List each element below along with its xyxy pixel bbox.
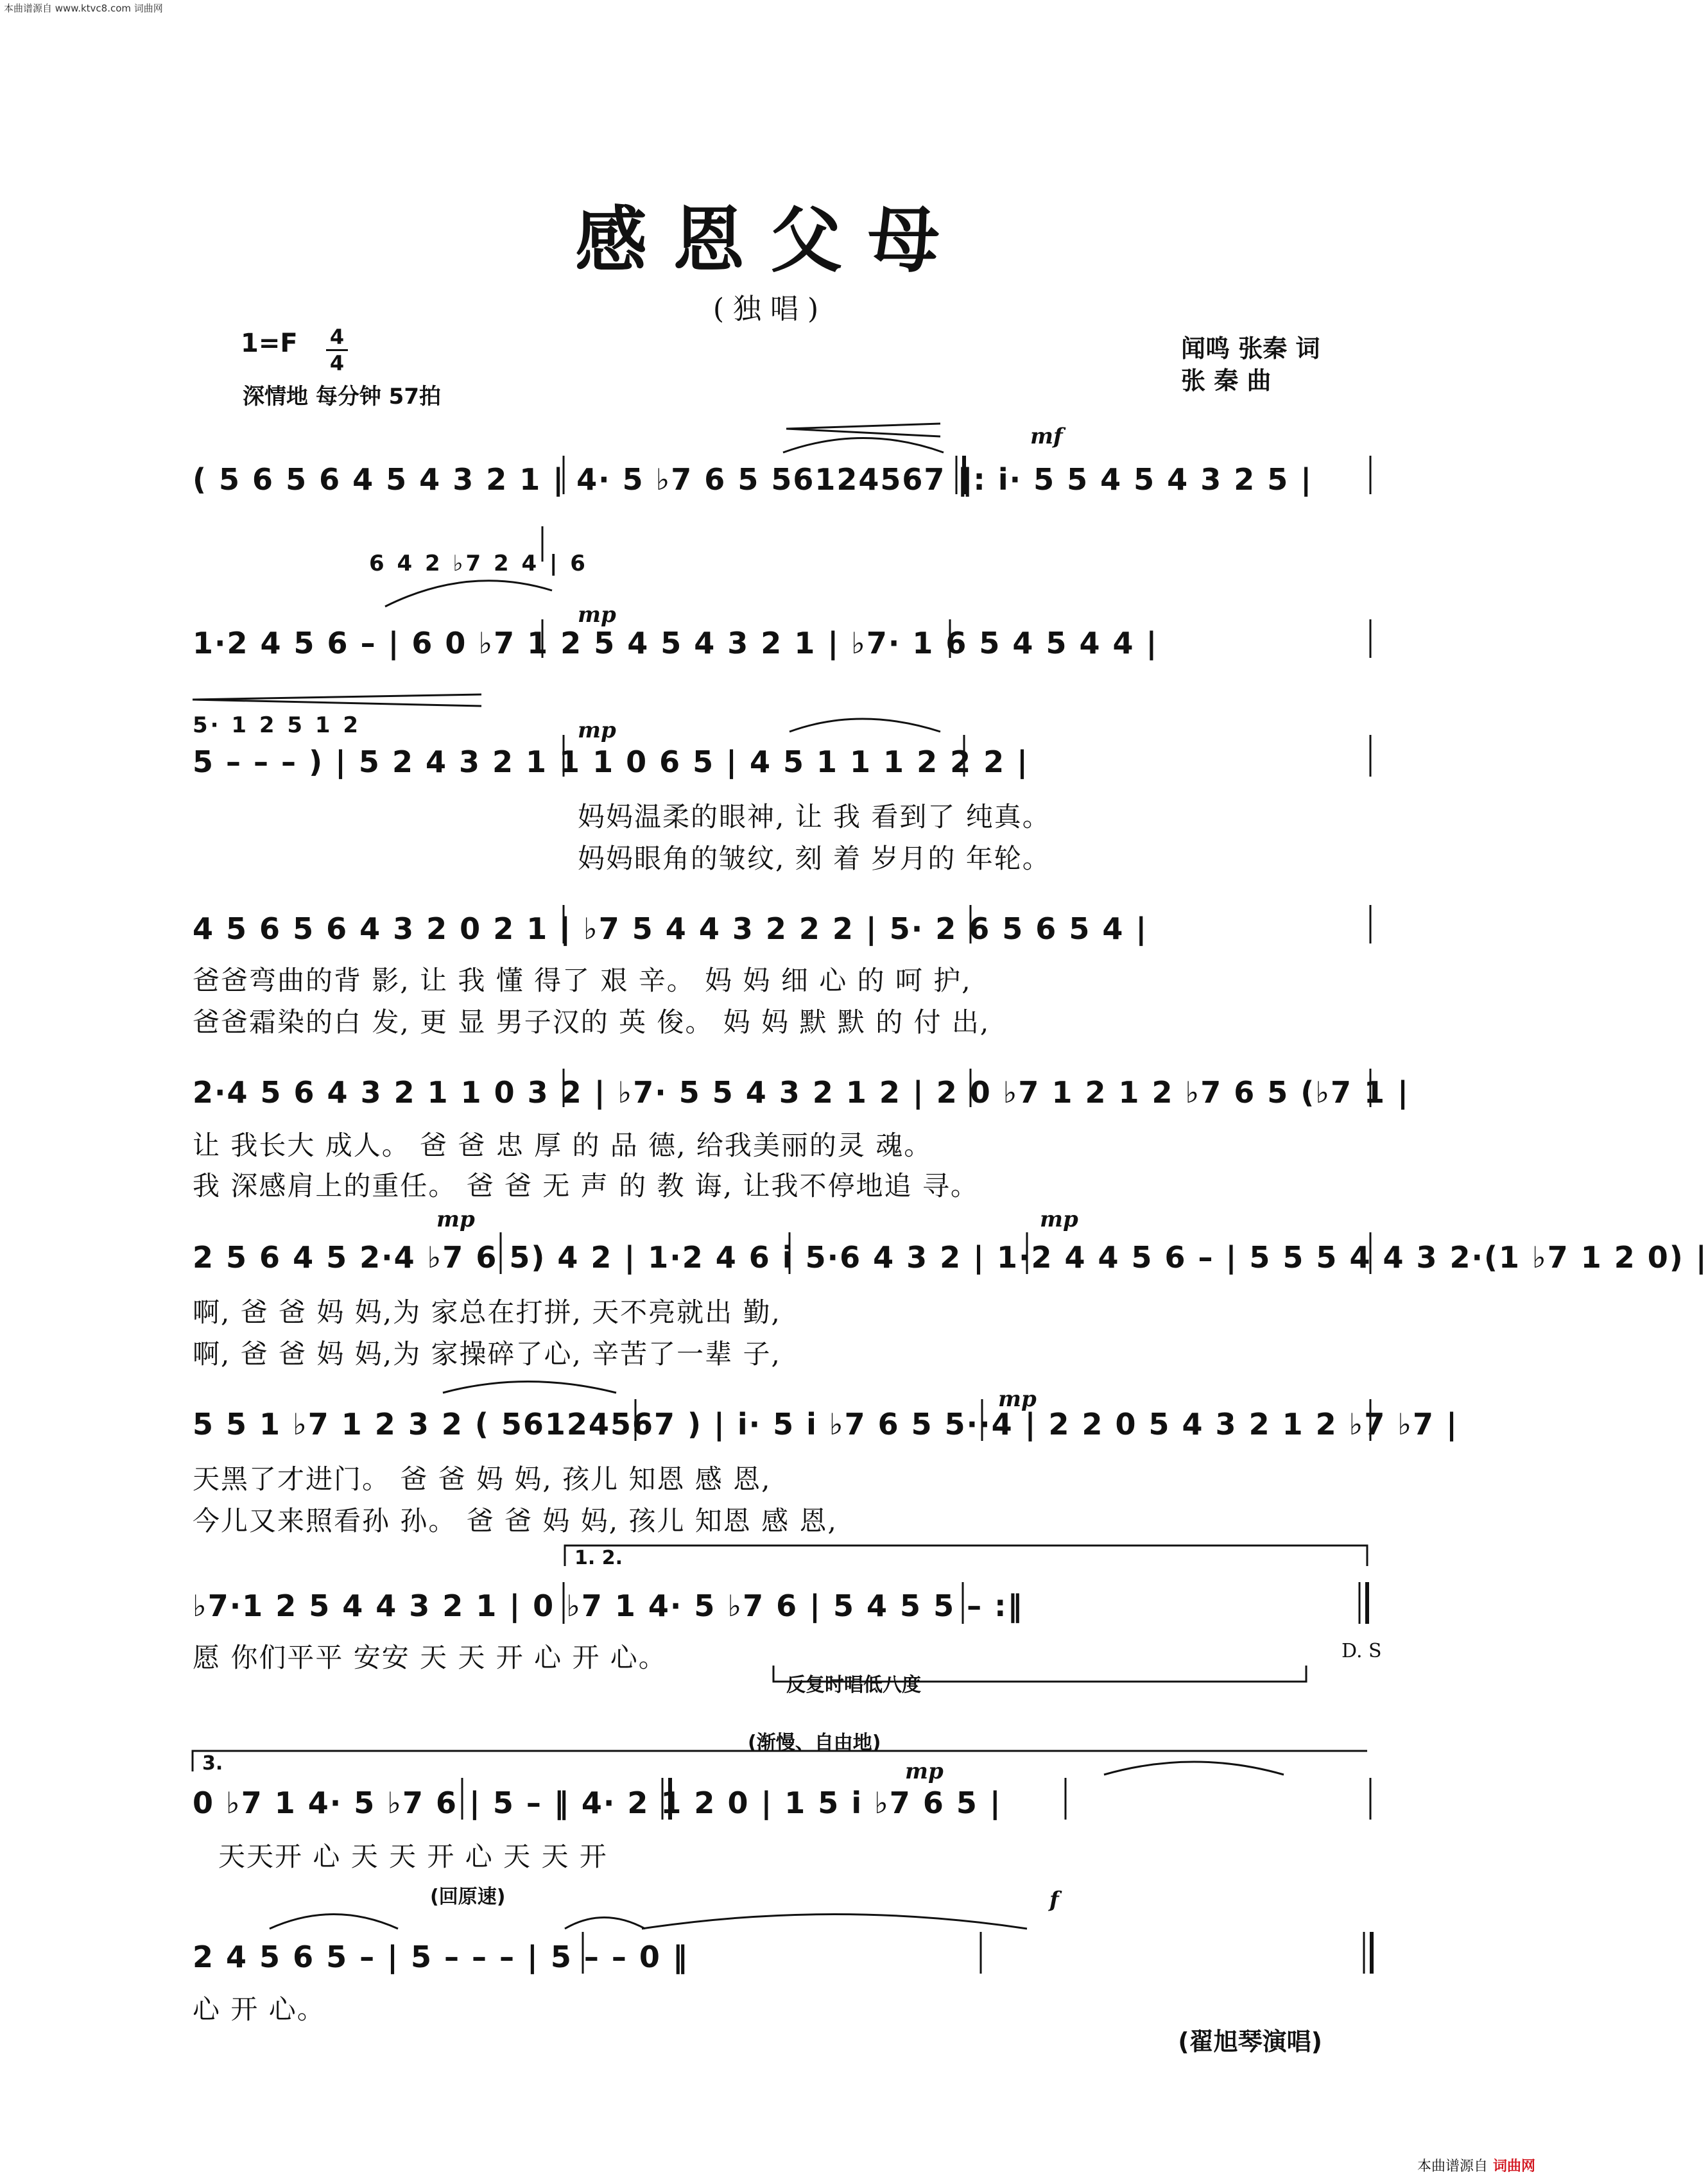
lyric-line-10: 心 开 心。 xyxy=(193,1994,325,2025)
tempo-marking: 深情地 每分钟 57拍 xyxy=(243,384,441,409)
lyric-line-6-verse-1: 啊, 爸 爸 妈 妈,为 家总在打拼, 天不亮就出 勤, xyxy=(193,1296,781,1328)
site-watermark-top: 本曲谱源自 www.ktvc8.com 词曲网 xyxy=(4,3,163,14)
lyric-line-5-verse-2: 我 深感肩上的重任。 爸 爸 无 声 的 教 诲, 让我不停地追 寻。 xyxy=(193,1170,979,1201)
time-signature-bottom: 4 xyxy=(326,349,348,375)
site-watermark-bottom xyxy=(1417,2155,1535,2175)
lyric-line-4-verse-1: 爸爸弯曲的背 影, 让 我 懂 得了 艰 辛。 妈 妈 细 心 的 呵 护, xyxy=(193,965,972,996)
volta-1-2: 1. 2. xyxy=(574,1547,623,1569)
score-line-3-small: 5· 1 2 5 1 2 xyxy=(193,712,361,738)
score-line-1: ( 5 6 5 6 4 5 4 3 2 1 | 4· 5 ♭7 6 5 56124567 ‖: i· 5 5 4 5 4 3 2 5 | xyxy=(193,462,1313,497)
dynamic-f: f xyxy=(1049,1887,1059,1913)
song-subtitle: (独唱) xyxy=(712,293,828,325)
dynamic-mp-line6a: mp xyxy=(436,1207,475,1232)
tempo-change-a-tempo: (回原速) xyxy=(430,1886,506,1908)
volta-3: 3. xyxy=(202,1752,223,1775)
lyric-line-6-verse-2: 啊, 爸 爸 妈 妈,为 家操碎了心, 辛苦了一辈 子, xyxy=(193,1338,781,1370)
score-line-8: ♭7·1 2 5 4 4 3 2 1 | 0 ♭7 1 4· 5 ♭7 6 | 5 4 5 5 – :‖ xyxy=(193,1589,1024,1623)
dal-segno: D. S xyxy=(1341,1640,1382,1662)
dynamic-mp-line9: mp xyxy=(905,1759,944,1784)
lyricist-credit: 闻鸣 张秦 词 xyxy=(1181,334,1320,363)
score-line-4: 4 5 6 5 6 4 3 2 0 2 1 | ♭7 5 4 4 3 2 2 2 | 5· 2 6 5 6 5 4 | xyxy=(193,911,1148,946)
score-line-3: 5 – – – ) | 5 2 4 3 2 1 1 1 0 6 5 | 4 5 1 1 1 2 2 2 | xyxy=(193,745,1029,779)
score-line-7: 5 5 1 ♭7 1 2 3 2 ( 56124567 ) | i· 5 i ♭7 6 5 5··4 | 2 2 0 5 4 3 2 1 2 ♭7 ♭7 | xyxy=(193,1407,1458,1442)
time-signature-top: 4 xyxy=(329,325,345,349)
lyric-line-8: 愿 你们平平 安安 天 天 开 心 开 心。 xyxy=(193,1642,667,1673)
key-signature: 1=F xyxy=(241,329,298,358)
dynamic-mp-line3: mp xyxy=(578,718,616,743)
score-line-2-small: 6 4 2 ♭7 2 4 | 6 xyxy=(369,551,588,576)
lyric-line-7-verse-2: 今儿又来照看孙 孙。 爸 爸 妈 妈, 孩儿 知恩 感 恩, xyxy=(193,1505,838,1537)
performer-credit: (翟旭琴演唱) xyxy=(1178,2028,1322,2056)
site-brand-logo: 词曲网 xyxy=(1492,2158,1535,2175)
score-line-2: 1·2 4 5 6 – | 6 0 ♭7 1 2 5 4 5 4 3 2 1 | ♭7· 1 6 5 4 5 4 4 | xyxy=(193,626,1159,660)
composer-credit: 张 秦 曲 xyxy=(1181,366,1272,395)
repeat-note: 反复时唱低八度 xyxy=(786,1674,921,1696)
lyric-line-7-verse-1: 天黑了才进门。 爸 爸 妈 妈, 孩儿 知恩 感 恩, xyxy=(193,1463,772,1495)
lyric-line-4-verse-2: 爸爸霜染的白 发, 更 显 男子汉的 英 俊。 妈 妈 默 默 的 付 出, xyxy=(193,1006,990,1038)
dynamic-mp-line6b: mp xyxy=(1040,1207,1078,1232)
lyric-line-9: 天天开 心 天 天 开 心 天 天 开 xyxy=(218,1841,608,1872)
lyric-line-5-verse-1: 让 我长大 成人。 爸 爸 忠 厚 的 品 德, 给我美丽的灵 魂。 xyxy=(193,1130,933,1161)
tempo-change-rit: (渐慢、自由地) xyxy=(748,1732,881,1754)
score-line-9: 0 ♭7 1 4· 5 ♭7 6 | 5 – ‖ 4· 2 1 2 0 | 1 5 i ♭7 6 5 | xyxy=(193,1786,1002,1820)
dynamic-mp-line7: mp xyxy=(998,1386,1037,1412)
lyric-line-3-verse-2: 妈妈眼角的皱纹, 刻 着 岁月的 年轮。 xyxy=(578,843,1051,874)
site-source-text: 本曲谱源自 xyxy=(1417,2158,1488,2175)
song-title: 感恩父母 xyxy=(575,198,965,282)
lyric-line-3-verse-1: 妈妈温柔的眼神, 让 我 看到了 纯真。 xyxy=(578,801,1051,832)
score-line-6: 2 5 6 4 5 2·4 ♭7 6 5) 4 2 | 1·2 4 6 i 5·6 4 3 2 | 1·2 4 4 5 6 – | 5 5 5 4 4 3 2·(1 ♭7 1 2 0) | xyxy=(193,1240,1708,1275)
score-line-10: 2 4 5 6 5 – | 5 – – – | 5 – – 0 ‖ xyxy=(193,1940,689,1974)
dynamic-mf: mf xyxy=(1030,424,1063,449)
dynamic-mp-line2: mp xyxy=(578,602,616,628)
score-line-5: 2·4 5 6 4 3 2 1 1 0 3 2 | ♭7· 5 5 4 3 2 1 2 | 2 0 ♭7 1 2 1 2 ♭7 6 5 (♭7 1 | xyxy=(193,1075,1410,1110)
